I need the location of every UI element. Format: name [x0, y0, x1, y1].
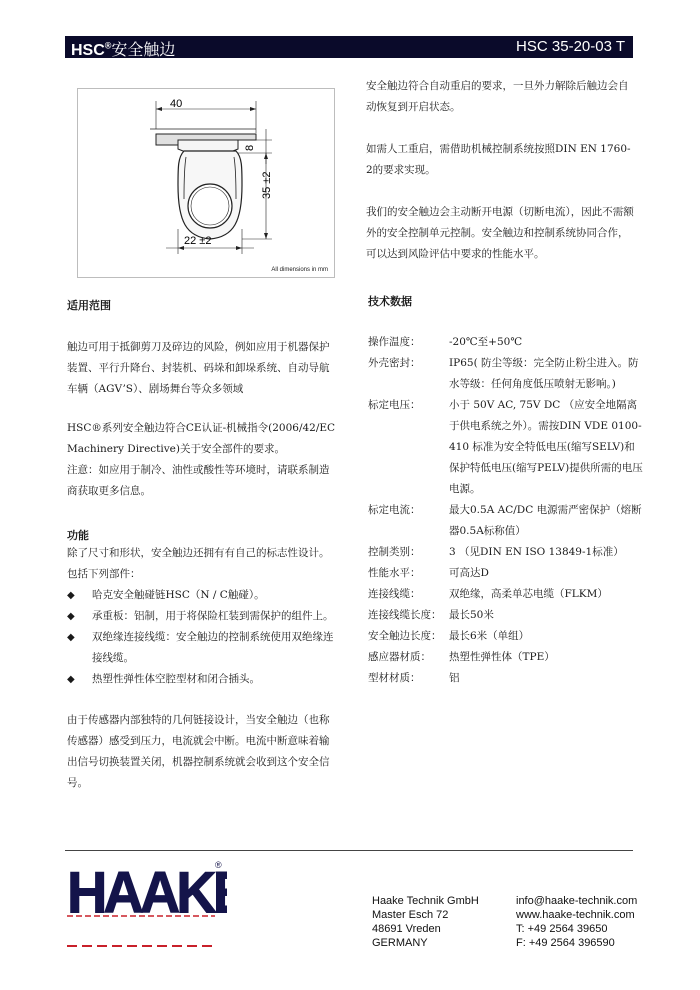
spec-row — [368, 542, 643, 563]
registered-mark: ® — [104, 40, 112, 51]
logo-registered-mark: ® — [215, 860, 222, 870]
function-heading: 功能 — [67, 529, 89, 542]
spec-label: 性能水平： — [368, 567, 421, 579]
model-number: HSC 35-20-03 T — [516, 38, 625, 55]
phone: T: +49 2564 39650 — [516, 923, 608, 935]
spec-label: 连接线缆长度： — [368, 609, 442, 621]
spec-value: 小于 50V AC, 75V DC （应安全地隔离于供电系统之外）。需按DIN VDE 0100-410 标准为安全特低电压(缩写SELV)和保护特低电压(缩写PELV)提供所需的电压电源。 — [449, 399, 643, 495]
spec-label: 标定电流： — [368, 504, 421, 516]
spec-row — [368, 605, 643, 626]
profile-drawing-svg — [78, 89, 334, 277]
function-paragraph: 由于传感器内部独特的几何链接设计，当安全触边（也称传感器）感受到压力，电流就会中断。电流中断意味着输出信号切换装置关闭，机器控制系统就会收到这个安全信号。 — [67, 714, 330, 789]
intro-paragraph-2: 如需人工重启，需借助机械控制系统按照DIN EN 1760-2的要求实现。 — [366, 143, 631, 176]
spec-value: IP65( 防尘等级：完全防止粉尘进入。防水等级：任何角度低压喷射无影响。) — [449, 357, 639, 390]
list-item: ◆ 哈克安全触碰链HSC（N / C触碰）。 — [67, 585, 342, 606]
function-intro: 除了尺寸和形状，安全触边还拥有有自己的标志性设计。包括下列部件： — [67, 547, 330, 580]
spec-row — [368, 668, 643, 689]
dim-35-label: 35 ±2 — [261, 171, 273, 199]
spec-row — [368, 332, 643, 353]
brand-name: HSC — [71, 42, 105, 59]
list-item: ◆ 热塑性弹性体空腔型材和闭合插头。 — [67, 669, 342, 690]
spec-row — [368, 353, 643, 395]
fax: F: +49 2564 396590 — [516, 937, 615, 949]
list-item: ◆ 双绝缘连接线缆：安全触边的控制系统使用双绝缘连接线缆。 — [67, 627, 342, 669]
company-logo — [67, 858, 227, 958]
spec-row — [368, 626, 643, 647]
profile-drawing — [77, 88, 335, 278]
logo-svg — [67, 858, 227, 958]
spec-label: 外壳密封： — [368, 357, 421, 369]
dim-22-label: 22 ±2 — [184, 235, 212, 247]
contact-block — [516, 894, 637, 950]
tech-data-table — [368, 332, 643, 689]
spec-value: -20℃至+50℃ — [449, 336, 523, 348]
header-bar — [65, 36, 633, 58]
street-address: Master Esch 72 — [372, 909, 449, 921]
spec-label: 型材材质： — [368, 672, 421, 684]
spec-row — [368, 395, 643, 500]
spec-value: 热塑性弹性体（TPE） — [449, 651, 555, 663]
spec-value: 双绝缘，高柔单芯电缆（FLKM） — [449, 588, 608, 600]
company-name: Haake Technik GmbH — [372, 895, 479, 907]
spec-row — [368, 647, 643, 668]
logo-wordmark: HAAK — [67, 860, 213, 926]
spec-row — [368, 563, 643, 584]
dim-8-label: 8 — [244, 144, 256, 151]
spec-value: 最大0.5A AC/DC 电源需严密保护（熔断器0.5A标称值） — [449, 504, 642, 537]
component-list — [67, 585, 342, 690]
spec-label: 操作温度： — [368, 336, 421, 348]
email-link[interactable]: info@haake-technik.com — [516, 895, 638, 907]
spec-value: 最长6米（单组） — [449, 630, 530, 642]
footer-divider — [65, 850, 633, 851]
spec-row — [368, 584, 643, 605]
header-title — [71, 37, 175, 60]
spec-value: 最长50米 — [449, 609, 494, 621]
spec-label: 感应器材质： — [368, 651, 431, 663]
scope-paragraph-1: 触边可用于抵御剪刀及碎边的风险，例如应用于机器保护装置、平行升降台、封装机、码垛和卸垛系统、自动导航车辆（AGV’S）、剧场舞台等众多领域 — [67, 341, 330, 395]
spec-label: 控制类别： — [368, 546, 421, 558]
dimensions-note: All dimensions in mm — [271, 267, 328, 273]
spec-value: 可高达D — [449, 567, 489, 579]
spec-label: 连接线缆： — [368, 588, 421, 600]
dim-width-label: 40 — [170, 98, 183, 110]
intro-paragraph-1: 安全触边符合自动重启的要求，一旦外力解除后触边会自动恢复到开启状态。 — [366, 80, 629, 113]
spec-row — [368, 500, 643, 542]
spec-value: 铝 — [449, 672, 460, 684]
address-block — [372, 894, 479, 950]
product-title: 安全触边 — [111, 40, 176, 59]
spec-label: 标定电压： — [368, 399, 421, 411]
intro-paragraph-3: 我们的安全触边会主动断开电源（切断电流），因此不需额外的安全控制单元控制。安全触边和控制系统协同合作，可以达到风险评估中要求的性能水平。 — [366, 206, 634, 260]
scope-paragraph-3: 注意：如应用于制冷、油性或酸性等环境时，请联系制造商获取更多信息。 — [67, 464, 330, 497]
tech-heading: 技术数据 — [368, 295, 412, 308]
list-item: ◆ 承重板：铝制，用于将保险杠装到需保护的组件上。 — [67, 606, 342, 627]
spec-value: 3 （见DIN EN ISO 13849-1标准） — [449, 546, 624, 558]
website-link[interactable]: www.haake-technik.com — [516, 909, 635, 921]
scope-paragraph-2: HSC®系列安全触边符合CE认证-机械指令(2006/42/EC Machinery Directive)关于安全部件的要求。 — [67, 422, 336, 455]
city: 48691 Vreden — [372, 923, 441, 935]
scope-heading: 适用范围 — [67, 299, 111, 312]
country: GERMANY — [372, 937, 428, 949]
spec-label: 安全触边长度： — [368, 630, 442, 642]
